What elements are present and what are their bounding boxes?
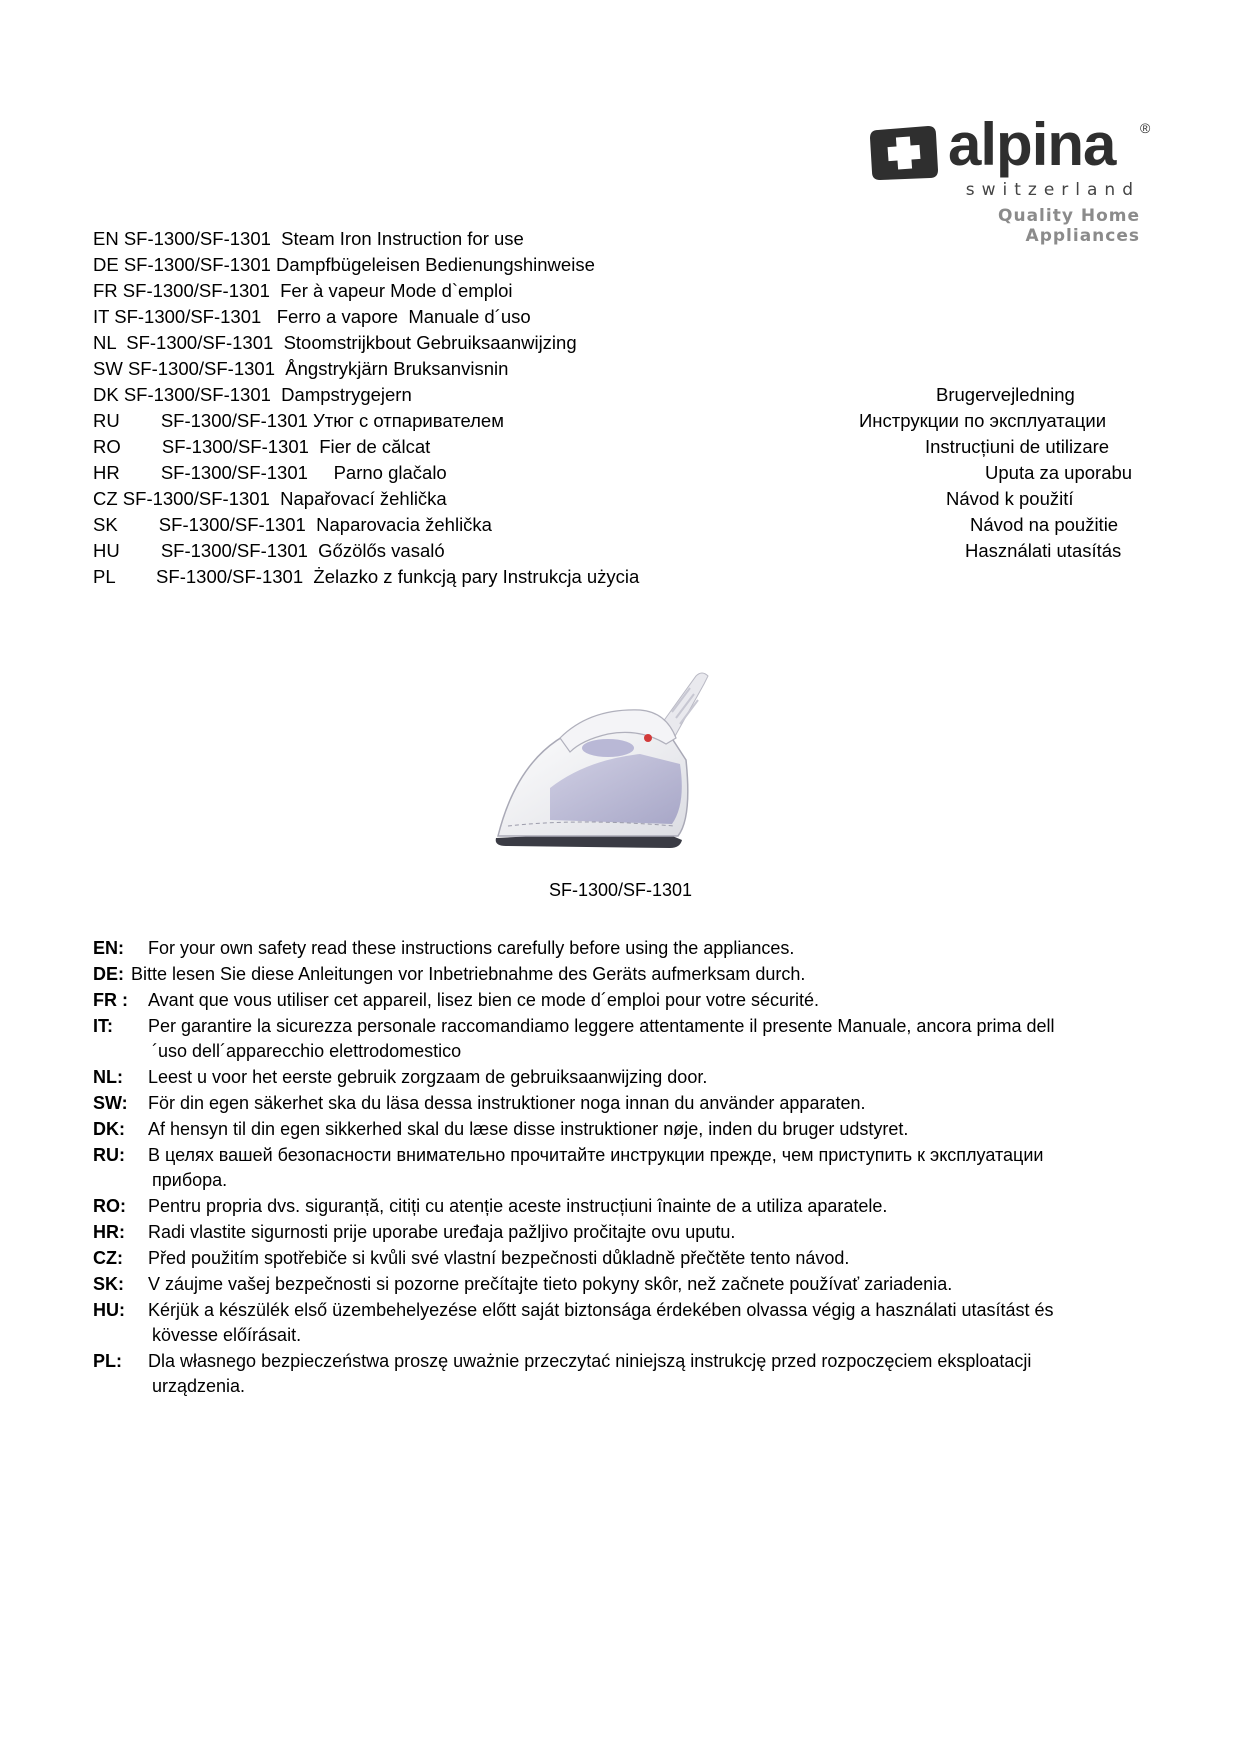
safety-note-en: EN: For your own safety read these instructions carefully before using the appliances. (93, 938, 795, 958)
safety-note-fr: FR : Avant que vous utiliser cet appareil, lisez bien ce mode d´emploi pour votre sécurité. (93, 990, 820, 1010)
registered-mark: ® (1140, 120, 1151, 136)
title-line-it: IT SF-1300/SF-1301 Ferro a vapore Manuale d´uso (93, 306, 531, 327)
title-line-pl: PL SF-1300/SF-1301 Żelazko z funkcją pary Instrukcja użycia (93, 566, 640, 587)
title-line-de: DE SF-1300/SF-1301 Dampfbügeleisen Bedienungshinweise (93, 254, 595, 275)
title-line-fr: FR SF-1300/SF-1301 Fer à vapeur Mode d`emploi (93, 280, 513, 301)
title-line-sk: SK SF-1300/SF-1301 Naparovacia žehlička Návod na použitie (93, 514, 1119, 535)
title-line-nl: NL SF-1300/SF-1301 Stoomstrijkbout Gebruiksaanwijzing (93, 332, 577, 353)
title-line-en: EN SF-1300/SF-1301 Steam Iron Instruction for use (93, 228, 524, 249)
safety-note-de: DE: Bitte lesen Sie diese Anleitungen vor Inbetriebnahme des Geräts aufmerksam durch. (93, 964, 806, 984)
title-line-hu: HU SF-1300/SF-1301 Gőzölős vasaló Használati utasítás (93, 540, 1122, 561)
product-model-caption: SF-1300/SF-1301 (548, 880, 693, 900)
title-line-dk: DK SF-1300/SF-1301 Dampstrygejern Brugervejledning (93, 384, 1075, 405)
safety-note-ru: RU: В целях вашей безопасности внимательно прочитайте инструкции прежде, чем приступить к эксплуатации прибора. (93, 1145, 1044, 1190)
safety-note-sw: SW: För din egen säkerhet ska du läsa dessa instruktioner noga innan du använder apparaten. (93, 1093, 866, 1113)
safety-note-it: IT: Per garantire la sicurezza personale raccomandiamo leggere attentamente il presente Manuale, ancora prima dell ´uso dell´apparecchio elettrodomestico (93, 1016, 1055, 1061)
safety-note-pl: PL: Dla własnego bezpieczeństwa proszę uważnie przeczytać niniejszą instrukcję przed rozpoczęciem eksploatacji urządzenia. (93, 1351, 1032, 1396)
title-line-hr: HR SF-1300/SF-1301 Parno glačalo Uputa za uporabu (93, 462, 1133, 483)
safety-note-hr: HR: Radi vlastite sigurnosti prije uporabe uređaja pažljivo pročitajte ovu uputu. (93, 1222, 736, 1242)
swiss-cross-logo-icon (868, 124, 940, 182)
title-line-ro: RO SF-1300/SF-1301 Fier de călcat Instrucțiuni de utilizare (93, 436, 1110, 457)
brand-country: switzerland (965, 180, 1140, 200)
safety-note-ro: RO: Pentru propria dvs. siguranță, citiți cu atenție aceste instrucțiuni înainte de a utiliza aparatele. (93, 1196, 888, 1216)
steam-iron-image (490, 668, 730, 856)
safety-note-cz: CZ: Před použitím spotřebiče si kvůli své vlastní bezpečnosti důkladně přečtěte tento návod. (93, 1248, 850, 1268)
brand-logo (868, 111, 1160, 246)
safety-note-sk: SK: V záujme vašej bezpečnosti si pozorne prečítajte tieto pokyny skôr, než začnete používať zariadenia. (93, 1274, 953, 1294)
title-line-ru: RU SF-1300/SF-1301 Утюг с отпаривателем Инструкции по эксплуатации (93, 410, 1107, 431)
safety-note-dk: DK: Af hensyn til din egen sikkerhed skal du læse disse instruktioner nøje, inden du bruger udstyret. (93, 1119, 909, 1139)
safety-note-nl: NL: Leest u voor het eerste gebruik zorgzaam de gebruiksaanwijzing door. (93, 1067, 708, 1087)
title-line-cz: CZ SF-1300/SF-1301 Napařovací žehlička Návod k použití (93, 488, 1074, 509)
title-line-sw: SW SF-1300/SF-1301 Ångstrykjärn Bruksanvisnin (93, 358, 509, 379)
safety-note-hu: HU: Kérjük a készülék első üzembehelyezése előtt saját biztonsága érdekében olvassa végig a használati utasítást és kövesse előírásait. (93, 1300, 1054, 1345)
safety-notice-list (93, 936, 1153, 1400)
brand-name: alpina (948, 111, 1116, 178)
language-title-list (93, 226, 1173, 590)
brand-tagline: Quality Home Appliances (998, 206, 1140, 246)
